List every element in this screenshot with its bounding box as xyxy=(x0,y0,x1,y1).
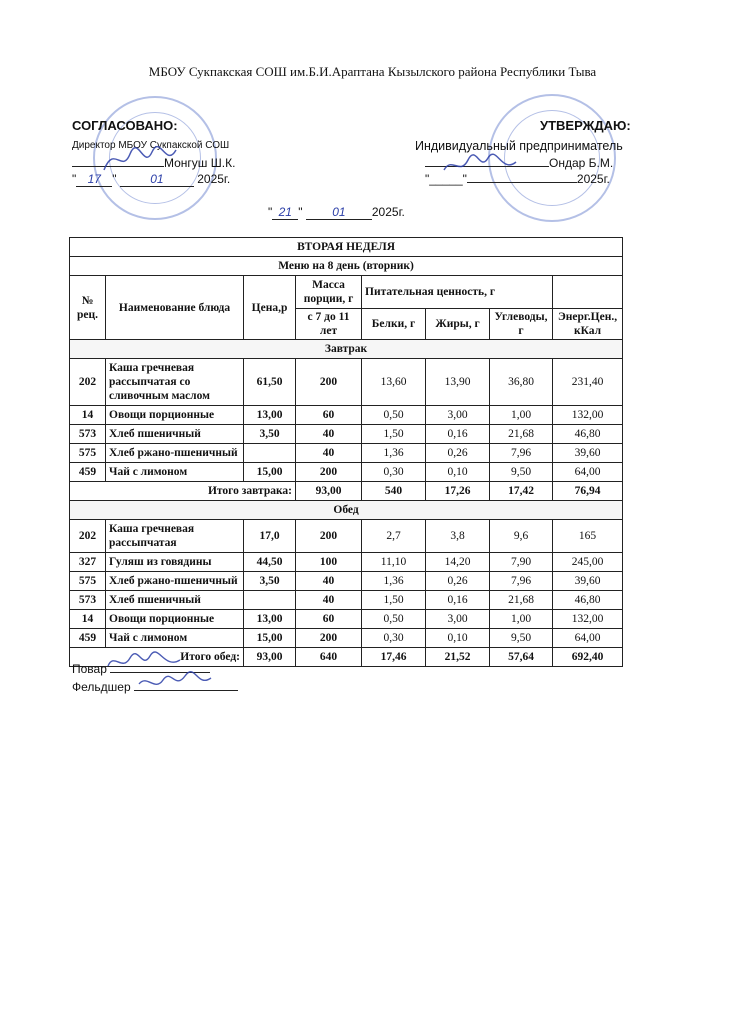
school-header: МБОУ Сукпакская СОШ им.Б.И.Араптана Кызылского района Республики Тыва xyxy=(148,64,597,79)
cell-carbs: 7,90 xyxy=(490,553,553,572)
quote-close: " xyxy=(112,172,117,186)
cell-price: 13,00 xyxy=(244,610,296,629)
total-carbs: 76,94 xyxy=(553,482,623,501)
cell-fat: 0,10 xyxy=(426,463,490,482)
cell-mass: 40 xyxy=(296,572,362,591)
cell-energy: 46,80 xyxy=(553,425,623,444)
approval-right-name: Ондар Б.М. xyxy=(549,156,614,170)
cell-protein: 1,36 xyxy=(362,572,426,591)
cell-protein: 0,30 xyxy=(362,463,426,482)
header-energy: Энерг.Цен., кКал xyxy=(553,309,623,340)
cell-energy: 132,00 xyxy=(553,610,623,629)
approval-left-name: Монгуш Ш.К. xyxy=(164,156,236,170)
total-protein: 17,46 xyxy=(362,648,426,667)
total-fat: 21,52 xyxy=(426,648,490,667)
cell-energy: 132,00 xyxy=(553,406,623,425)
cell-protein: 1,50 xyxy=(362,425,426,444)
cell-energy: 46,80 xyxy=(553,591,623,610)
cell-name: Овощи порционные xyxy=(106,406,244,425)
cell-carbs: 9,50 xyxy=(490,629,553,648)
cell-carbs: 21,68 xyxy=(490,425,553,444)
total-price: 93,00 xyxy=(296,482,362,501)
cell-energy: 231,40 xyxy=(553,359,623,406)
cell-fat: 0,26 xyxy=(426,444,490,463)
cell-protein: 1,50 xyxy=(362,591,426,610)
approval-right-year: 2025г. xyxy=(576,172,610,186)
cell-name: Хлеб ржано-пшеничный xyxy=(106,444,244,463)
cell-fat: 13,90 xyxy=(426,359,490,406)
table-row xyxy=(70,591,623,610)
table-row xyxy=(70,463,623,482)
cell-name: Овощи порционные xyxy=(106,610,244,629)
cook-label: Повар xyxy=(72,662,107,676)
cell-num: 459 xyxy=(70,463,106,482)
cell-fat: 3,00 xyxy=(426,406,490,425)
cell-num: 14 xyxy=(70,406,106,425)
breakfast-total-row xyxy=(70,482,623,501)
table-row xyxy=(70,553,623,572)
cell-price: 3,50 xyxy=(244,572,296,591)
cell-price: 15,00 xyxy=(244,463,296,482)
cell-protein: 2,7 xyxy=(362,520,426,553)
cell-name: Хлеб пшеничный xyxy=(106,591,244,610)
cell-price xyxy=(244,444,296,463)
cell-fat: 0,16 xyxy=(426,591,490,610)
cell-name: Чай с лимоном xyxy=(106,463,244,482)
table-row xyxy=(70,425,623,444)
cell-price: 17,0 xyxy=(244,520,296,553)
cell-num: 575 xyxy=(70,572,106,591)
cell-energy: 39,60 xyxy=(553,444,623,463)
approval-right-quote: "_____" xyxy=(425,172,467,186)
cell-price: 15,00 xyxy=(244,629,296,648)
cell-price: 61,50 xyxy=(244,359,296,406)
cell-carbs: 7,96 xyxy=(490,444,553,463)
total-label: Итого завтрака: xyxy=(70,482,296,501)
cell-mass: 40 xyxy=(296,591,362,610)
cell-num: 575 xyxy=(70,444,106,463)
cell-mass: 200 xyxy=(296,359,362,406)
cell-num: 327 xyxy=(70,553,106,572)
header-num: № рец. xyxy=(70,276,106,340)
cell-name: Хлеб ржано-пшеничный xyxy=(106,572,244,591)
cell-num: 459 xyxy=(70,629,106,648)
approval-right-position: Индивидуальный предприниматель xyxy=(415,139,623,153)
cell-protein: 11,10 xyxy=(362,553,426,572)
date-year: 2025г. xyxy=(371,205,405,219)
cell-energy: 64,00 xyxy=(553,463,623,482)
header-protein: Белки, г xyxy=(362,309,426,340)
cell-num: 202 xyxy=(70,359,106,406)
signature-entrepreneur xyxy=(440,150,520,180)
table-row xyxy=(70,359,623,406)
total-mass: 640 xyxy=(296,648,362,667)
date-day: 21 xyxy=(272,205,298,220)
cell-fat: 3,00 xyxy=(426,610,490,629)
cell-mass: 60 xyxy=(296,406,362,425)
cell-mass: 40 xyxy=(296,425,362,444)
signature-medic xyxy=(135,670,215,694)
cell-fat: 0,16 xyxy=(426,425,490,444)
cell-num: 573 xyxy=(70,425,106,444)
table-row xyxy=(70,406,623,425)
cell-carbs: 36,80 xyxy=(490,359,553,406)
signature-director xyxy=(100,140,180,180)
cell-mass: 200 xyxy=(296,629,362,648)
cell-name: Чай с лимоном xyxy=(106,629,244,648)
cell-price xyxy=(244,591,296,610)
cell-protein: 0,30 xyxy=(362,629,426,648)
cell-num: 573 xyxy=(70,591,106,610)
approval-right-title: УТВЕРЖДАЮ: xyxy=(540,118,631,133)
total-energy: 692,40 xyxy=(553,648,623,667)
cell-fat: 0,10 xyxy=(426,629,490,648)
cell-mass: 200 xyxy=(296,463,362,482)
cell-fat: 3,8 xyxy=(426,520,490,553)
cell-protein: 0,50 xyxy=(362,610,426,629)
cell-carbs: 9,6 xyxy=(490,520,553,553)
cell-fat: 14,20 xyxy=(426,553,490,572)
cell-energy: 245,00 xyxy=(553,553,623,572)
table-row xyxy=(70,444,623,463)
total-label: Итого обед: xyxy=(70,648,244,667)
header-empty xyxy=(553,276,623,309)
date-month: 01 xyxy=(306,205,372,220)
total-mass: 540 xyxy=(362,482,426,501)
cell-mass: 200 xyxy=(296,520,362,553)
cell-mass: 60 xyxy=(296,610,362,629)
cell-carbs: 7,96 xyxy=(490,572,553,591)
date-line-block: " 21 " 01 2025г. xyxy=(268,205,405,219)
date-line xyxy=(467,182,577,183)
cell-price: 13,00 xyxy=(244,406,296,425)
table-row xyxy=(70,629,623,648)
header-carbs: Углеводы, г xyxy=(490,309,553,340)
approval-left-month: 01 xyxy=(120,172,194,187)
total-protein: 17,26 xyxy=(426,482,490,501)
total-price: 93,00 xyxy=(244,648,296,667)
header-price: Цена,р xyxy=(244,276,296,340)
quote-open: " xyxy=(72,172,77,186)
table-row xyxy=(70,610,623,629)
header-nutrition: Питательная ценность, г xyxy=(362,276,553,309)
table-row xyxy=(70,572,623,591)
table-day: Меню на 8 день (вторник) xyxy=(70,257,623,276)
cell-num: 202 xyxy=(70,520,106,553)
cell-carbs: 21,68 xyxy=(490,591,553,610)
medic-label: Фельдшер xyxy=(72,680,131,694)
approval-left-position: Директор МБОУ Сукпакской СОШ xyxy=(72,140,230,151)
header-fat: Жиры, г xyxy=(426,309,490,340)
cell-protein: 1,36 xyxy=(362,444,426,463)
cell-mass: 100 xyxy=(296,553,362,572)
cell-price: 44,50 xyxy=(244,553,296,572)
menu-table xyxy=(69,237,623,667)
cell-carbs: 1,00 xyxy=(490,610,553,629)
cell-mass: 40 xyxy=(296,444,362,463)
cell-carbs: 1,00 xyxy=(490,406,553,425)
cell-name: Каша гречневая рассыпчатая xyxy=(106,520,244,553)
cell-name: Каша гречневая рассыпчатая со сливочным маслом xyxy=(106,359,244,406)
total-fat: 17,42 xyxy=(490,482,553,501)
cell-name: Хлеб пшеничный xyxy=(106,425,244,444)
header-mass: Масса порции, г xyxy=(296,276,362,309)
table-row xyxy=(70,520,623,553)
cell-price: 3,50 xyxy=(244,425,296,444)
total-carbs: 57,64 xyxy=(490,648,553,667)
approval-left-day: 17 xyxy=(76,172,112,187)
cell-carbs: 9,50 xyxy=(490,463,553,482)
cell-num: 14 xyxy=(70,610,106,629)
cell-energy: 165 xyxy=(553,520,623,553)
cell-name: Гуляш из говядины xyxy=(106,553,244,572)
table-week: ВТОРАЯ НЕДЕЛЯ xyxy=(70,238,623,257)
cell-energy: 39,60 xyxy=(553,572,623,591)
header-name: Наименование блюда xyxy=(106,276,244,340)
cell-protein: 0,50 xyxy=(362,406,426,425)
approval-left-year: 2025г. xyxy=(197,172,231,186)
approval-left-title: СОГЛАСОВАНО: xyxy=(72,118,178,133)
header-age: с 7 до 11 лет xyxy=(296,309,362,340)
section-lunch: Обед xyxy=(70,501,623,520)
cell-fat: 0,26 xyxy=(426,572,490,591)
cell-protein: 13,60 xyxy=(362,359,426,406)
cell-energy: 64,00 xyxy=(553,629,623,648)
section-breakfast: Завтрак xyxy=(70,340,623,359)
